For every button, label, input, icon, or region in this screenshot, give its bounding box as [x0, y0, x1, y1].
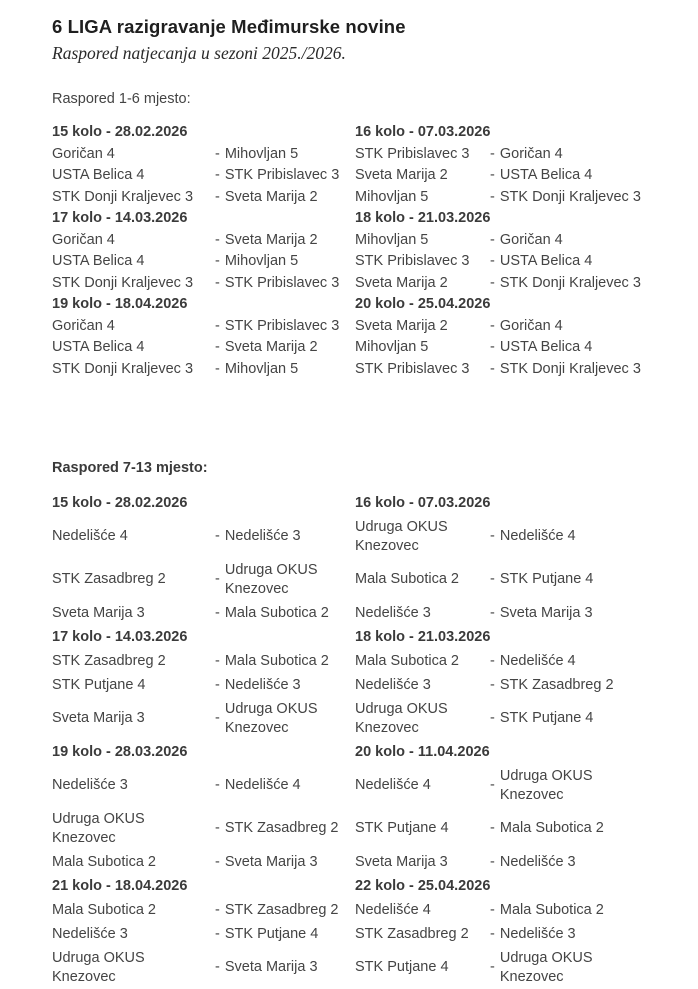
away-team-cell	[215, 850, 355, 874]
home-team-cell	[52, 337, 215, 359]
away-team-cell	[215, 558, 355, 601]
home-team-name: Nedelišće 3	[52, 925, 128, 942]
home-team-name: Mihovljan 5	[355, 339, 429, 355]
away-team-cell	[215, 649, 355, 673]
away-team-cell	[490, 898, 662, 922]
home-team-name: STK Zasadbreg 2	[52, 571, 166, 587]
match-row	[52, 273, 662, 295]
home-team-cell	[355, 187, 490, 209]
versus-dash: -	[215, 571, 220, 587]
versus-dash: -	[490, 145, 495, 162]
away-team-name: STK Zasadbreg 2	[499, 676, 614, 693]
away-team-name: STK Donji Kraljevec 3	[499, 360, 641, 377]
home-team-name: USTA Belica 4	[52, 339, 145, 355]
away-team-cell	[490, 601, 662, 625]
home-team-cell	[355, 515, 490, 558]
away-team-name: Nedelišće 4	[224, 777, 301, 793]
away-team-cell	[215, 359, 355, 381]
home-team-cell	[52, 946, 215, 989]
round-header: 16 kolo - 07.03.2026	[355, 124, 491, 140]
away-team-cell	[490, 187, 662, 209]
home-team-cell	[52, 649, 215, 673]
home-team-cell	[355, 230, 490, 252]
home-team-cell	[52, 850, 215, 874]
section-raspored-1-6	[52, 91, 662, 380]
home-team-cell	[355, 273, 490, 295]
home-team-cell	[355, 165, 490, 187]
away-team-name: STK Putjane 4	[499, 710, 594, 726]
home-team-name: Goričan 4	[52, 231, 115, 248]
home-team-cell	[52, 273, 215, 295]
away-team-name: Sveta Marija 2	[224, 188, 318, 205]
versus-dash: -	[490, 853, 495, 870]
versus-dash: -	[215, 339, 220, 355]
away-team-cell	[490, 807, 662, 850]
home-team-name: Mihovljan 5	[355, 231, 429, 248]
home-team-name: STK Donji Kraljevec 3	[52, 274, 194, 291]
home-team-cell	[52, 144, 215, 166]
versus-dash: -	[215, 360, 220, 377]
away-team-cell	[215, 515, 355, 558]
home-team-name: Udruga OKUS Knezovec	[52, 810, 145, 846]
versus-dash: -	[215, 710, 220, 726]
section-label-7-13: Raspored 7-13 mjesto:	[52, 460, 208, 476]
home-team-cell	[355, 673, 490, 697]
away-team-name: Udruga OKUS Knezovec	[499, 949, 593, 985]
home-team-name: Nedelišće 3	[355, 676, 431, 693]
versus-dash: -	[490, 253, 495, 269]
versus-dash: -	[215, 231, 220, 248]
home-team-cell	[52, 251, 215, 273]
away-team-cell	[490, 165, 662, 187]
away-team-name: Sveta Marija 3	[499, 604, 593, 621]
home-team-name: Sveta Marija 3	[355, 853, 448, 870]
away-team-cell	[215, 337, 355, 359]
document-page	[52, 16, 662, 989]
home-team-name: STK Putjane 4	[355, 959, 449, 975]
versus-dash: -	[215, 901, 220, 918]
home-team-name: STK Pribislavec 3	[355, 145, 470, 162]
home-team-name: Mihovljan 5	[355, 188, 429, 205]
home-team-cell	[52, 230, 215, 252]
home-team-cell	[355, 807, 490, 850]
home-team-cell	[355, 898, 490, 922]
page-title: 6 LIGA razigravanje Međimurske novine	[52, 16, 406, 37]
away-team-name: Sveta Marija 2	[224, 339, 318, 355]
versus-dash: -	[215, 317, 220, 334]
away-team-name: Udruga OKUS Knezovec	[224, 561, 318, 597]
match-row	[52, 251, 662, 273]
round-header-row	[52, 122, 662, 144]
match-row	[52, 850, 662, 874]
home-team-name: Nedelišće 3	[355, 604, 431, 621]
away-team-cell	[490, 946, 662, 989]
away-team-name: Sveta Marija 3	[224, 959, 318, 975]
home-team-name: Mala Subotica 2	[52, 853, 156, 870]
away-team-cell	[490, 922, 662, 946]
away-team-cell	[215, 673, 355, 697]
away-team-name: Udruga OKUS Knezovec	[499, 767, 593, 803]
away-team-name: USTA Belica 4	[499, 167, 593, 183]
home-team-cell	[52, 316, 215, 338]
versus-dash: -	[215, 253, 220, 269]
away-team-name: Mihovljan 5	[224, 145, 299, 162]
home-team-cell	[52, 922, 215, 946]
match-row	[52, 337, 662, 359]
away-team-name: STK Zasadbreg 2	[224, 820, 339, 836]
away-team-name: Mala Subotica 2	[224, 604, 329, 621]
versus-dash: -	[215, 925, 220, 942]
versus-dash: -	[490, 360, 495, 377]
home-team-cell	[355, 144, 490, 166]
away-team-cell	[490, 558, 662, 601]
round-header: 15 kolo - 28.02.2026	[52, 124, 188, 140]
away-team-name: Mala Subotica 2	[499, 901, 604, 918]
match-row	[52, 946, 662, 989]
versus-dash: -	[490, 167, 495, 183]
home-team-cell	[52, 673, 215, 697]
schedule-table-1-6	[52, 122, 662, 380]
home-team-name: STK Pribislavec 3	[355, 360, 470, 377]
home-team-cell	[355, 359, 490, 381]
away-team-name: Mala Subotica 2	[499, 820, 604, 836]
home-team-name: STK Donji Kraljevec 3	[52, 360, 194, 377]
round-header: 19 kolo - 18.04.2026	[52, 296, 188, 312]
round-header: 20 kolo - 25.04.2026	[355, 296, 491, 312]
schedule-table-7-13	[52, 491, 662, 989]
home-team-cell	[355, 649, 490, 673]
round-header: 15 kolo - 28.02.2026	[52, 494, 188, 511]
away-team-cell	[215, 251, 355, 273]
home-team-cell	[52, 558, 215, 601]
home-team-name: STK Zasadbreg 2	[355, 925, 469, 942]
versus-dash: -	[215, 604, 220, 621]
round-header: 22 kolo - 25.04.2026	[355, 877, 491, 894]
round-header-row	[52, 208, 662, 230]
match-row	[52, 601, 662, 625]
match-row	[52, 230, 662, 252]
versus-dash: -	[215, 167, 220, 183]
home-team-cell	[52, 764, 215, 807]
match-row	[52, 922, 662, 946]
away-team-name: Nedelišće 4	[499, 652, 576, 669]
versus-dash: -	[490, 777, 495, 793]
home-team-name: Mala Subotica 2	[355, 571, 459, 587]
versus-dash: -	[490, 901, 495, 918]
away-team-name: Nedelišće 3	[224, 528, 301, 544]
away-team-name: STK Putjane 4	[499, 571, 594, 587]
away-team-name: STK Donji Kraljevec 3	[499, 274, 641, 291]
home-team-name: Nedelišće 3	[52, 777, 128, 793]
home-team-cell	[355, 764, 490, 807]
match-row	[52, 807, 662, 850]
away-team-cell	[215, 144, 355, 166]
away-team-name: STK Donji Kraljevec 3	[499, 188, 641, 205]
away-team-cell	[490, 316, 662, 338]
home-team-cell	[355, 337, 490, 359]
away-team-cell	[490, 144, 662, 166]
away-team-cell	[215, 697, 355, 740]
versus-dash: -	[215, 528, 220, 544]
home-team-name: Sveta Marija 2	[355, 167, 448, 183]
versus-dash: -	[215, 959, 220, 975]
away-team-name: Mihovljan 5	[224, 360, 299, 377]
round-header-row	[52, 491, 662, 515]
match-row	[52, 515, 662, 558]
home-team-cell	[52, 601, 215, 625]
away-team-name: STK Pribislavec 3	[224, 167, 340, 183]
home-team-name: Udruga OKUS Knezovec	[355, 700, 448, 736]
home-team-name: STK Pribislavec 3	[355, 253, 470, 269]
home-team-cell	[355, 316, 490, 338]
away-team-cell	[490, 230, 662, 252]
home-team-name: Udruga OKUS Knezovec	[355, 518, 448, 554]
round-header: 17 kolo - 14.03.2026	[52, 628, 188, 645]
home-team-name: USTA Belica 4	[52, 167, 145, 183]
away-team-cell	[215, 230, 355, 252]
match-row	[52, 316, 662, 338]
versus-dash: -	[490, 604, 495, 621]
away-team-cell	[490, 764, 662, 807]
match-row	[52, 898, 662, 922]
away-team-cell	[490, 649, 662, 673]
away-team-cell	[490, 337, 662, 359]
versus-dash: -	[490, 959, 495, 975]
home-team-name: Nedelišće 4	[355, 777, 431, 793]
round-header: 18 kolo - 21.03.2026	[355, 210, 491, 226]
away-team-name: Goričan 4	[499, 145, 563, 162]
match-row	[52, 187, 662, 209]
home-team-name: Nedelišće 4	[355, 901, 431, 918]
versus-dash: -	[490, 274, 495, 291]
section-label-1-6: Raspored 1-6 mjesto:	[52, 91, 191, 107]
home-team-name: STK Donji Kraljevec 3	[52, 188, 194, 205]
versus-dash: -	[215, 652, 220, 669]
home-team-name: STK Putjane 4	[355, 820, 449, 836]
away-team-name: Nedelišće 3	[224, 676, 301, 693]
match-row	[52, 359, 662, 381]
away-team-name: STK Pribislavec 3	[224, 317, 340, 334]
away-team-cell	[490, 251, 662, 273]
home-team-cell	[52, 515, 215, 558]
home-team-name: USTA Belica 4	[52, 253, 145, 269]
home-team-cell	[52, 187, 215, 209]
home-team-cell	[355, 946, 490, 989]
round-header: 16 kolo - 07.03.2026	[355, 494, 491, 511]
round-header: 19 kolo - 28.03.2026	[52, 743, 188, 760]
round-header: 18 kolo - 21.03.2026	[355, 628, 491, 645]
versus-dash: -	[215, 820, 220, 836]
round-header-row	[52, 625, 662, 649]
away-team-name: Mala Subotica 2	[224, 652, 329, 669]
away-team-name: STK Zasadbreg 2	[224, 901, 339, 918]
versus-dash: -	[490, 925, 495, 942]
away-team-cell	[215, 165, 355, 187]
versus-dash: -	[490, 571, 495, 587]
away-team-cell	[215, 601, 355, 625]
home-team-cell	[52, 807, 215, 850]
versus-dash: -	[215, 676, 220, 693]
match-row	[52, 165, 662, 187]
away-team-name: STK Pribislavec 3	[224, 274, 340, 291]
section-raspored-7-13	[52, 460, 662, 989]
home-team-name: Sveta Marija 2	[355, 274, 448, 291]
versus-dash: -	[490, 317, 495, 334]
away-team-cell	[490, 515, 662, 558]
home-team-name: Mala Subotica 2	[355, 652, 459, 669]
away-team-cell	[215, 316, 355, 338]
versus-dash: -	[490, 231, 495, 248]
versus-dash: -	[490, 652, 495, 669]
home-team-name: Mala Subotica 2	[52, 901, 156, 918]
home-team-name: Sveta Marija 3	[52, 710, 145, 726]
versus-dash: -	[215, 145, 220, 162]
match-row	[52, 558, 662, 601]
versus-dash: -	[215, 188, 220, 205]
home-team-cell	[355, 251, 490, 273]
home-team-cell	[52, 697, 215, 740]
versus-dash: -	[490, 820, 495, 836]
away-team-cell	[215, 187, 355, 209]
round-header: 21 kolo - 18.04.2026	[52, 877, 188, 894]
round-header-row	[52, 294, 662, 316]
home-team-cell	[52, 165, 215, 187]
home-team-name: Nedelišće 4	[52, 528, 128, 544]
home-team-name: Sveta Marija 2	[355, 317, 448, 334]
away-team-cell	[490, 673, 662, 697]
away-team-cell	[215, 898, 355, 922]
away-team-name: Nedelišće 4	[499, 528, 576, 544]
away-team-cell	[215, 946, 355, 989]
away-team-cell	[215, 807, 355, 850]
away-team-name: Goričan 4	[499, 231, 563, 248]
match-row	[52, 649, 662, 673]
home-team-cell	[52, 898, 215, 922]
away-team-name: Goričan 4	[499, 317, 563, 334]
away-team-cell	[490, 850, 662, 874]
home-team-name: Goričan 4	[52, 145, 115, 162]
home-team-cell	[355, 922, 490, 946]
away-team-name: Udruga OKUS Knezovec	[224, 700, 318, 736]
page-subtitle: Raspored natjecanja u sezoni 2025./2026.	[52, 43, 346, 63]
home-team-cell	[355, 601, 490, 625]
match-row	[52, 764, 662, 807]
away-team-cell	[490, 697, 662, 740]
round-header: 17 kolo - 14.03.2026	[52, 210, 188, 226]
away-team-cell	[215, 273, 355, 295]
away-team-name: USTA Belica 4	[499, 339, 593, 355]
away-team-name: Sveta Marija 3	[224, 853, 318, 870]
versus-dash: -	[490, 188, 495, 205]
away-team-cell	[490, 273, 662, 295]
home-team-name: Sveta Marija 3	[52, 604, 145, 621]
home-team-name: STK Zasadbreg 2	[52, 652, 166, 669]
home-team-name: Udruga OKUS Knezovec	[52, 949, 145, 985]
match-row	[52, 697, 662, 740]
away-team-cell	[215, 922, 355, 946]
home-team-name: Goričan 4	[52, 317, 115, 334]
versus-dash: -	[215, 777, 220, 793]
versus-dash: -	[490, 339, 495, 355]
versus-dash: -	[215, 274, 220, 291]
round-header-row	[52, 874, 662, 898]
away-team-name: STK Putjane 4	[224, 925, 319, 942]
match-row	[52, 144, 662, 166]
home-team-cell	[355, 558, 490, 601]
home-team-cell	[52, 359, 215, 381]
versus-dash: -	[215, 853, 220, 870]
away-team-cell	[215, 764, 355, 807]
away-team-name: Mihovljan 5	[224, 253, 299, 269]
away-team-name: Nedelišće 3	[499, 853, 576, 870]
away-team-name: Nedelišće 3	[499, 925, 576, 942]
away-team-name: USTA Belica 4	[499, 253, 593, 269]
match-row	[52, 673, 662, 697]
home-team-cell	[355, 697, 490, 740]
away-team-name: Sveta Marija 2	[224, 231, 318, 248]
versus-dash: -	[490, 710, 495, 726]
home-team-name: STK Putjane 4	[52, 676, 146, 693]
versus-dash: -	[490, 676, 495, 693]
round-header-row	[52, 740, 662, 764]
home-team-cell	[355, 850, 490, 874]
away-team-cell	[490, 359, 662, 381]
round-header: 20 kolo - 11.04.2026	[355, 743, 490, 760]
versus-dash: -	[490, 528, 495, 544]
